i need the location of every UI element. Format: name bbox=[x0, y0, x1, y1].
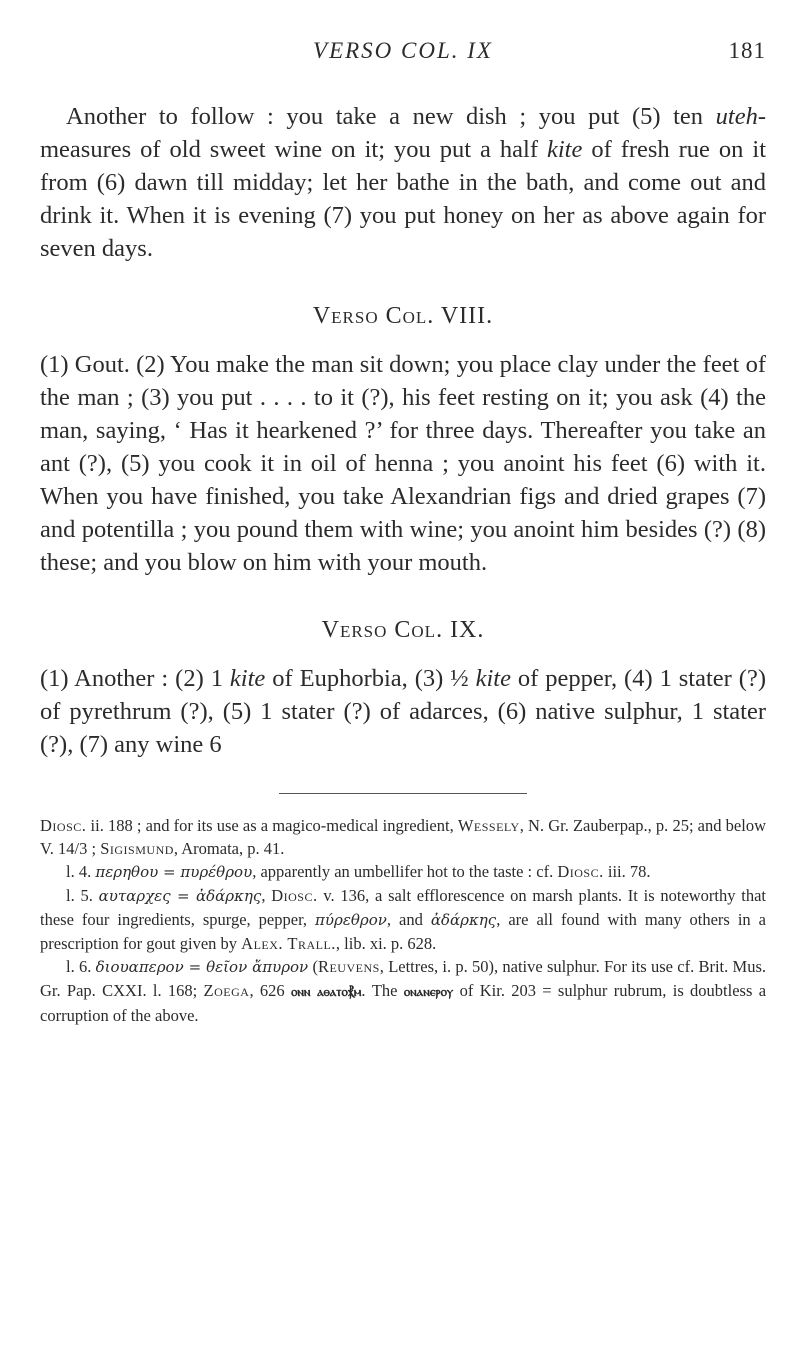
page bbox=[40, 38, 766, 1027]
footnote-0 bbox=[40, 814, 766, 860]
section-ix-text bbox=[40, 662, 766, 761]
fn3-coptic2: ⲟⲛⲁⲛⲉⲣⲟⲩ bbox=[403, 985, 454, 1000]
fn2-a: l. 5. bbox=[66, 886, 99, 905]
intro-line-2-italic: uteh bbox=[715, 103, 758, 130]
fn2-c: Diosc. bbox=[271, 886, 318, 905]
fn3-d: , Lettres, i. p. 50), native sulphur. For its use cf. Brit. Mus. Gr. Pap. CXXI. l. 168; bbox=[40, 957, 766, 1000]
fn3-b: ( bbox=[308, 957, 318, 976]
fn3-g: . The bbox=[361, 981, 404, 1000]
intro-line-2-pre: ten bbox=[673, 103, 716, 130]
footnote-1 bbox=[40, 860, 766, 884]
fn0-a: Diosc. bbox=[40, 816, 87, 835]
ix-kite-1: kite bbox=[229, 665, 266, 692]
fn0-c: Wessely bbox=[457, 816, 520, 835]
fn3-greek: διουαπερον = θεῖον ἄπυρον bbox=[95, 958, 309, 976]
fn2-greek3: ἀδάρκης bbox=[430, 911, 497, 929]
ix-part-1: (1) Another : (2) 1 bbox=[40, 665, 230, 692]
ix-part-2: of Euphorbia, (3) ½ bbox=[265, 665, 476, 692]
fn2-b: , bbox=[261, 886, 272, 905]
intro-line-3-pre: half bbox=[499, 136, 547, 163]
fn3-f: , 626 bbox=[249, 981, 291, 1000]
fn1-greek: περηθου = πυρέθρου bbox=[95, 863, 253, 881]
ix-part-3: of pepper, (4) 1 stater (?) of pyrethrum (?), (5) 1 stater (?) of adarces, (6) native sulphur, 1 stater (?), (7) any wine 6 bbox=[40, 665, 766, 758]
section-heading-viii: Verso Col. VIII. bbox=[312, 303, 494, 329]
fn3-e: Zoega bbox=[203, 981, 250, 1000]
footnote-rule bbox=[279, 793, 527, 794]
section-viii-text: (1) Gout. (2) You make the man sit down; you place clay under the feet of the man ; (3) you put . . . . to it (?), his feet resting on it; you ask (4) the man, saying, ‘ Has it hearkened ?’ for three days. Thereafter you take an ant (?), (5) you cook it in oil of henna ; you anoint his feet (6) with it. When you have finished, you take Alexandrian figs and dried grapes (7) and potentilla ; you pound them with wine; you anoint him besides (?) (8) these; and you blow on him with your mouth. bbox=[40, 351, 766, 576]
fn3-c: Reuvens bbox=[317, 957, 380, 976]
fn0-f: , Aromata, p. 41. bbox=[173, 839, 285, 858]
fn2-d: v. 136, a salt efflorescence on marsh plants. It is noteworthy that these four ingredients, spurge, pepper, bbox=[40, 886, 767, 929]
fn2-g: Alex. Trall. bbox=[241, 934, 336, 953]
fn1-b: , apparently an umbellifer hot to the taste : cf. bbox=[252, 862, 558, 881]
fn2-e: , and bbox=[386, 910, 431, 929]
footnote-3 bbox=[40, 955, 766, 1027]
fn0-d: , N. Gr. Zauberpap., p. 25; and below V. 14/3 ; bbox=[40, 816, 766, 858]
page-number: 181 bbox=[728, 38, 766, 63]
running-title: VERSO COL. IX bbox=[313, 38, 493, 63]
fn3-h: of Kir. 203 = sulphur rubrum, is doubtless a corruption of the above. bbox=[40, 981, 767, 1025]
intro-line-6: again for seven days. bbox=[40, 202, 767, 262]
intro-line-3-post: of fresh rue on it from (6) dawn till midday; bbox=[40, 136, 766, 196]
intro-line-2-post: -measures of old sweet wine on it; you put a bbox=[40, 103, 766, 163]
fn3-coptic: ⲟⲛⲛ ⲁⲑⲁⲧⲟ⳩ⲙ bbox=[290, 985, 362, 1000]
fn3-a: l. 6. bbox=[66, 957, 96, 976]
intro-paragraph bbox=[40, 100, 766, 265]
footnote-2 bbox=[40, 884, 766, 955]
fn1-a: l. 4. bbox=[66, 862, 96, 881]
ix-kite-2: kite bbox=[475, 665, 511, 692]
running-head bbox=[40, 38, 766, 78]
fn2-h: , lib. xi. p. 628. bbox=[335, 934, 437, 953]
fn2-greek: αυταρχες = ἀδάρκης bbox=[98, 887, 262, 905]
intro-line-5: When it is evening (7) you put honey on her as above bbox=[126, 202, 669, 229]
fn2-f: , are all found with many others in a prescription for gout given by bbox=[40, 910, 766, 953]
fn1-d: iii. 78. bbox=[603, 862, 651, 881]
fn2-greek2: πύρεθρον bbox=[315, 911, 387, 929]
intro-line-1: Another to follow : you take a new dish ; you put (5) bbox=[66, 103, 661, 130]
section-heading-ix: Verso Col. IX. bbox=[321, 617, 485, 643]
fn1-c: Diosc. bbox=[557, 862, 604, 881]
fn0-e: Sigismund bbox=[100, 839, 174, 858]
intro-line-3-italic: kite bbox=[546, 136, 583, 163]
intro-line-4: let her bathe in the bath, and come out and drink it. bbox=[40, 169, 766, 229]
fn0-b: ii. 188 ; and for its use as a magico-medical ingredient, bbox=[86, 816, 458, 835]
